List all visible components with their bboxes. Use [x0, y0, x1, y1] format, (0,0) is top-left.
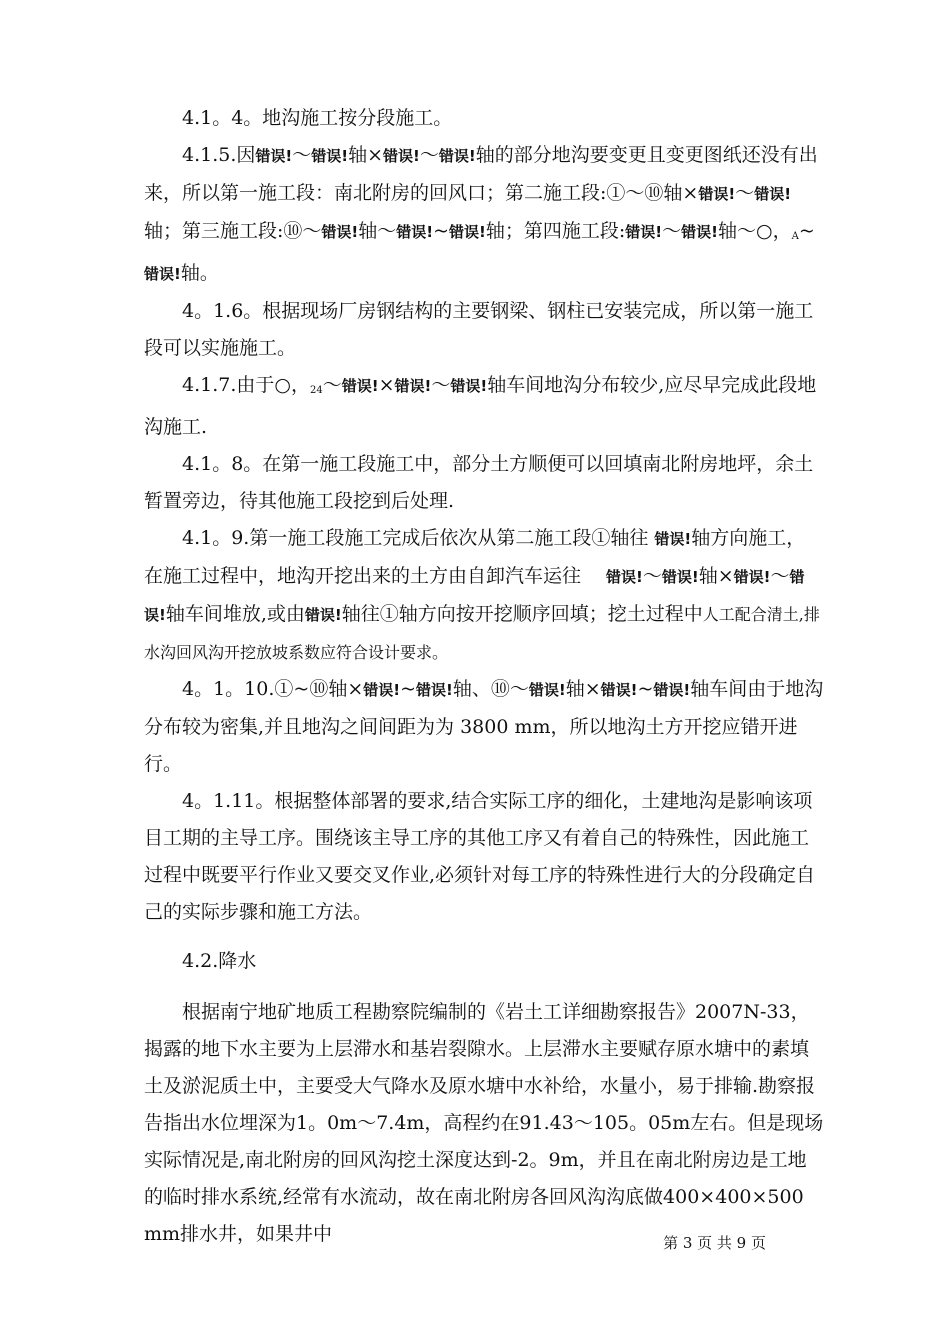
document-body [144, 100, 824, 1253]
text-run: 轴。 [180, 262, 219, 284]
paragraph [144, 100, 824, 137]
paragraph [144, 994, 824, 1253]
text-run: 4.1.5.因 [182, 144, 256, 166]
text-run: 轴往①轴方向按开挖顺序回填；挖土过程中 [341, 603, 703, 625]
paragraph [144, 671, 824, 783]
text-run: 轴车间由于地沟分布较为密集,并且地沟之间间距为为 3800 mm，所以地沟土方开挖应错开进行。 [144, 678, 824, 775]
error-reference: 错误! [416, 681, 453, 699]
error-reference: 错误! [341, 377, 379, 395]
text-run: ~ [798, 220, 815, 242]
paragraph [144, 293, 824, 367]
text-run: 轴× [348, 144, 384, 166]
error-reference: 错误! [144, 568, 805, 624]
error-reference: 错误! [311, 147, 349, 165]
error-reference: 错误! [438, 147, 476, 165]
text-run: 4.1。8。在第一施工段施工中，部分土方顺便可以回填南北附房地坪，余土暂置旁边，待其他施工段挖到后处理. [144, 453, 814, 512]
text-run: 轴× [698, 565, 734, 587]
text-run: ～ [322, 374, 342, 396]
text-run: 轴；第三施工段:⑩～ [144, 220, 322, 242]
error-reference: 错误! [528, 681, 566, 699]
text-run: ~ [637, 678, 654, 700]
error-reference: 错误! [449, 223, 486, 241]
page-number: 第 3 页 共 9 页 [663, 1234, 766, 1252]
paragraph [144, 783, 824, 931]
text-run: 轴方向施工，在施工过程中，地沟开挖出来的土方由自卸汽车运往 [144, 527, 806, 587]
paragraph [144, 137, 824, 293]
error-reference: 错误! [606, 568, 643, 586]
text-run: ～ [419, 144, 439, 166]
text-run: × [378, 374, 395, 396]
text-run: 轴× [565, 678, 601, 700]
text-run: ～ [292, 144, 312, 166]
text-run: 4。1.11。根据整体部署的要求,结合实际工序的细化，土建地沟是影响该项目工期的主导工序。围绕该主导工序的其他工序又有着自己的特殊性，因此施工过程中既要平行作业又要交叉作业,必须针对每工序的特殊性进行大的分段确定自己的实际步骤和施工方法。 [144, 790, 816, 923]
text-run: 4。1。10.①~⑩轴× [182, 678, 364, 700]
text-run: ～ [662, 220, 682, 242]
error-reference: 错误! [321, 223, 359, 241]
text-run: ～ [642, 565, 662, 587]
subscript-text: A [791, 231, 799, 242]
text-run: 4.1。4。地沟施工按分段施工。 [182, 107, 453, 129]
text-run: 轴～ [358, 220, 397, 242]
error-reference: 错误! [681, 223, 718, 241]
text-run: 轴、⑩～ [452, 678, 529, 700]
text-run: ～ [770, 565, 790, 587]
error-reference: 错误! [654, 530, 692, 548]
error-reference: 错误! [394, 377, 432, 395]
text-run: 轴车间堆放,或由 [165, 603, 305, 625]
paragraph [144, 367, 824, 446]
error-reference: 错误! [383, 147, 420, 165]
error-reference: 错误! [450, 377, 488, 395]
text-run: 根据南宁地矿地质工程勘察院编制的《岩土工详细勘察报告》2007N-33，揭露的地下水主要为上层滞水和基岩裂隙水。上层滞水主要赋存原水塘中的素填土及淤泥质土中，主要受大气降水及原水塘中水补给，水量小，易于排输.勘察报告指出水位埋深为1。0m～7.4m，高程约在91.43～105。05m左右。但是现场实际情况是,南北附房的回风沟挖土深度达到-2。9m，并且在南北附房边是工地的临时排水系统,经常有水流动，故在南北附房各回风沟沟底做400×400×500 mm排水井，如果井中 [144, 1001, 824, 1245]
text-run: 轴；第四施工段: [485, 220, 626, 242]
error-reference: 错误! [653, 681, 691, 699]
text-run: 轴车间地沟分布较少,应尽早完成此段地沟施工. [144, 374, 817, 438]
paragraph [144, 943, 824, 980]
text-run: 4.1。9.第一施工段施工完成后依次从第二施工段①轴往 [182, 527, 655, 549]
error-reference: 错误! [733, 568, 771, 586]
error-reference: 错误! [625, 223, 663, 241]
text-run: 4.1.7.由于○， [182, 374, 310, 396]
subscript-text: 24 [309, 385, 323, 396]
error-reference: 错误! [661, 568, 699, 586]
text-run: 4。1.6。根据现场厂房钢结构的主要钢梁、钢柱已安装完成，所以第一施工段可以实施施工。 [144, 300, 814, 359]
text-run: 人工配合清土,排水沟回风沟开挖放坡系数应符合设计要求。 [144, 605, 820, 662]
text-run: ~ [433, 220, 450, 242]
error-reference: 错误! [600, 681, 638, 699]
text-run: 4.2.降水 [182, 950, 257, 972]
paragraph [144, 446, 824, 520]
error-reference: 错误! [304, 606, 342, 624]
text-run: ～ [431, 374, 451, 396]
error-reference: 错误! [396, 223, 434, 241]
paragraph [144, 520, 824, 671]
error-reference: 错误! [144, 265, 181, 283]
text-run: ～ [735, 182, 755, 204]
error-reference: 错误! [754, 185, 792, 203]
error-reference: 错误! [698, 185, 736, 203]
error-reference: 错误! [363, 681, 401, 699]
text-run: ~ [400, 678, 416, 700]
text-run: 轴～○， [717, 220, 792, 242]
text-run: 轴的部分地沟要变更且变更图纸还没有出来，所以第一施工段：南北附房的回风口；第二施工段:①～⑩轴× [144, 144, 818, 204]
error-reference: 错误! [255, 147, 293, 165]
